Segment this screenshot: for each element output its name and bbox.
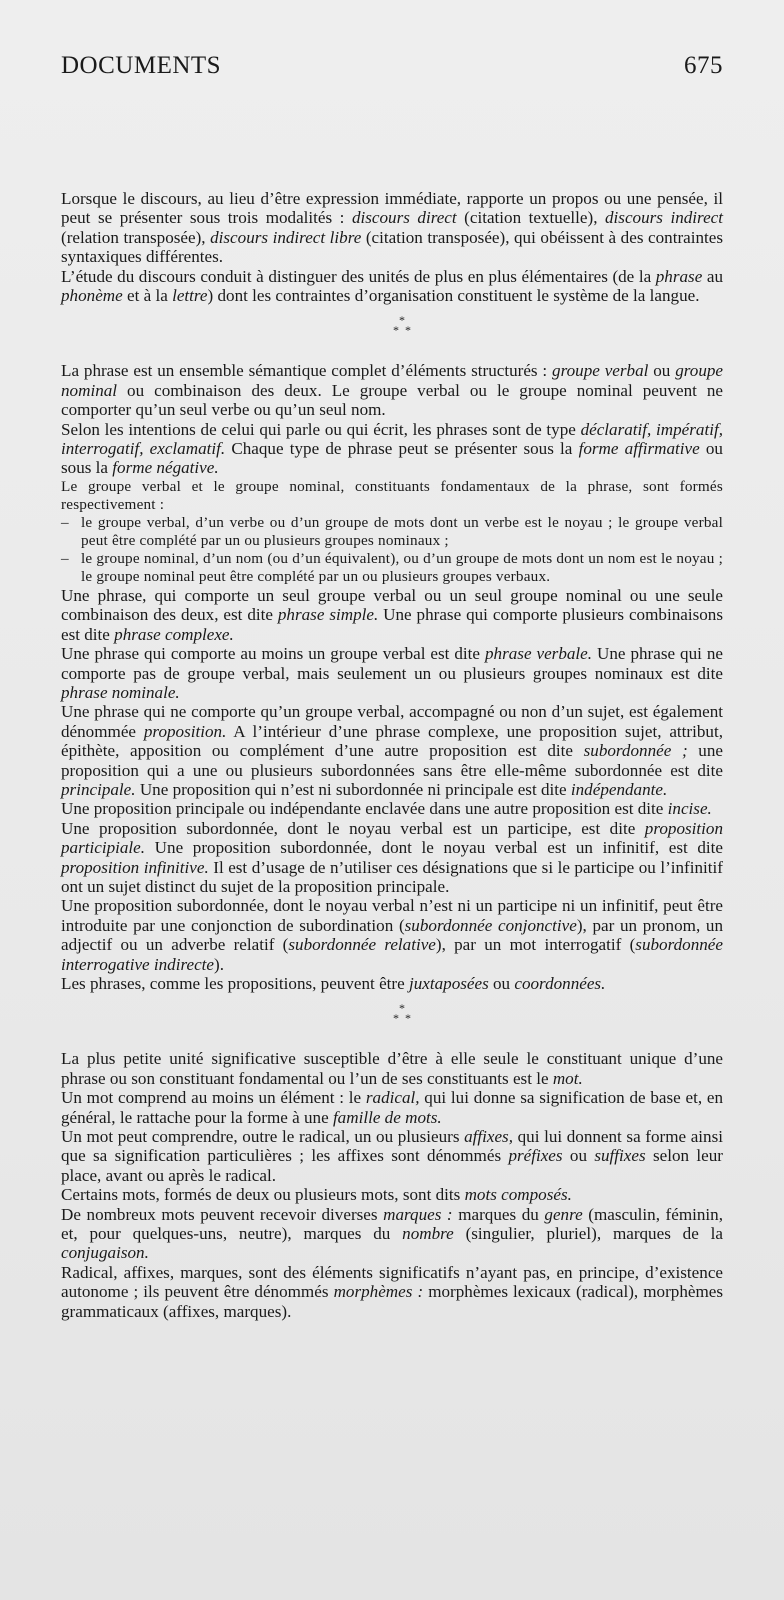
section-title: DOCUMENTS	[61, 52, 222, 79]
paragraph-phrase-definition: La phrase est un ensemble sémantique complet d’éléments structurés : groupe verbal ou groupe nominal ou combinaison des deux. Le groupe verbal ou le groupe nominal peuvent ne comporter qu’un seul verbe ou qu’un seul nom.	[61, 361, 723, 420]
paragraph-phrase-simple-complexe: Une phrase, qui comporte un seul groupe verbal ou un seul groupe nominal ou une seule combinaison des deux, est dite phrase simple. Une phrase qui comporte plusieurs combinaisons est dite phrase complexe.	[61, 585, 723, 644]
paragraph-types-de-phrase: Selon les intentions de celui qui parle ou qui écrit, les phrases sont de type déclaratif, impératif, interrogatif, exclamatif. Chaque type de phrase peut se présenter sous la forme affirmative ou sous la forme négative.	[61, 419, 723, 478]
paragraph-marques: De nombreux mots peuvent recevoir diverses marques : marques du genre (masculin, féminin, et, pour quelques-uns, neutre), marques du nombre (singulier, pluriel), marques de la conjugaison.	[61, 1204, 723, 1263]
paragraph-proposition: Une phrase qui ne comporte qu’un groupe verbal, accompagné ou non d’un sujet, est également dénommée proposition. A l’intérieur d’une phrase complexe, une proposition sujet, attribut, épithète, apposition ou complément d’une autre proposition est dite subordonnée ; une proposition qui a une ou plusieurs subordonnées sans être elle-même subordonnée est dite principale. Une proposition qui n’est ni subordonnée ni principale est dite indépendante.	[61, 702, 723, 799]
paragraph-incise: Une proposition principale ou indépendante enclavée dans une autre proposition est dite incise.	[61, 799, 712, 819]
paragraph-morphemes: Radical, affixes, marques, sont des éléments significatifs n’ayant pas, en principe, d’existence autonome ; ils peuvent être dénommés morphèmes : morphèmes lexicaux (radical), morphèmes grammaticaux (affixes, marques).	[61, 1262, 724, 1321]
paragraph-subordonnees: Une proposition subordonnée, dont le noyau verbal n’est ni un participe ni un infinitif, peut être introduite par une conjonction de subordination (subordonnée conjonctive), par un pronom, un adjectif ou un adverbe relatif (subordonnée relative), par un mot interrogatif (subordonnée interrogative indirecte).	[61, 896, 723, 974]
running-head	[61, 52, 723, 80]
list-item: – le groupe nominal, d’un nom (ou d’un équivalent), ou d’un groupe de mots dont un nom est le noyau ; le groupe nominal peut être complété par un ou plusieurs groupes verbaux.	[61, 549, 723, 585]
paragraph-unites-elementaires: L’étude du discours conduit à distinguer des unités de plus en plus élémentaires (de la phrase au phonème et à la lettre) dont les contraintes d’organisation constituent le système de la langue.	[61, 266, 723, 306]
section-separator-2: * * *	[393, 1001, 411, 1026]
paragraph-affixes: Un mot peut comprendre, outre le radical, un ou plusieurs affixes, qui lui donnent sa forme ainsi que sa signification particulières ; les affixes sont dénommés préfixes ou suffixes selon leur place, avant ou après le radical.	[61, 1127, 723, 1185]
paragraph-mot: La plus petite unité significative susceptible d’être à elle seule le constituant unique d’une phrase ou son constituant fondamental ou l’un de ses constituants est le mot.	[61, 1049, 723, 1088]
paragraph-participiale-infinitive: Une proposition subordonnée, dont le noyau verbal est un participe, est dite proposition participiale. Une proposition subordonnée, dont le noyau verbal est un infinitif, est dite proposition infinitive. Il est d’usage de n’utiliser ces désignations que si le participe ou l’infinitif ont un sujet distinct du sujet de la proposition principale.	[61, 818, 723, 896]
small-print-block	[61, 478, 723, 586]
page-body	[61, 189, 723, 1321]
paragraph-radical: Un mot comprend au moins un élément : le radical, qui lui donne sa signification de base et, en général, le rattache pour la forme à une famille de mots.	[61, 1088, 723, 1127]
constituants-list	[61, 514, 723, 586]
paragraph-phrase-verbale-nominale: Une phrase qui comporte au moins un groupe verbal est dite phrase verbale. Une phrase qui ne comporte pas de groupe verbal, mais seulement un ou plusieurs groupes nominaux est dite phrase nominale.	[61, 644, 724, 702]
paragraph-constituants: Le groupe verbal et le groupe nominal, constituants fondamentaux de la phrase, sont formés respectivement :	[61, 477, 723, 513]
list-item: – le groupe verbal, d’un verbe ou d’un groupe de mots dont un verbe est le noyau ; le groupe verbal peut être complété par un ou plusieurs groupes nominaux ;	[61, 513, 723, 549]
paragraph-mots-composes: Certains mots, formés de deux ou plusieurs mots, sont dits mots composés.	[61, 1185, 572, 1205]
section-separator-1: * * *	[393, 313, 411, 338]
page-number: 675	[684, 52, 723, 79]
paragraph-discours-modalites: Lorsque le discours, au lieu d’être expression immédiate, rapporte un propos ou une pensée, il peut se présenter sous trois modalités : discours direct (citation textuelle), discours indirect (relation transposée), discours indirect libre (citation transposée), qui obéissent à des contraintes syntaxiques différentes.	[61, 189, 724, 267]
paragraph-juxtaposees-coordonnees: Les phrases, comme les propositions, peuvent être juxtaposées ou coordonnées.	[61, 974, 606, 993]
